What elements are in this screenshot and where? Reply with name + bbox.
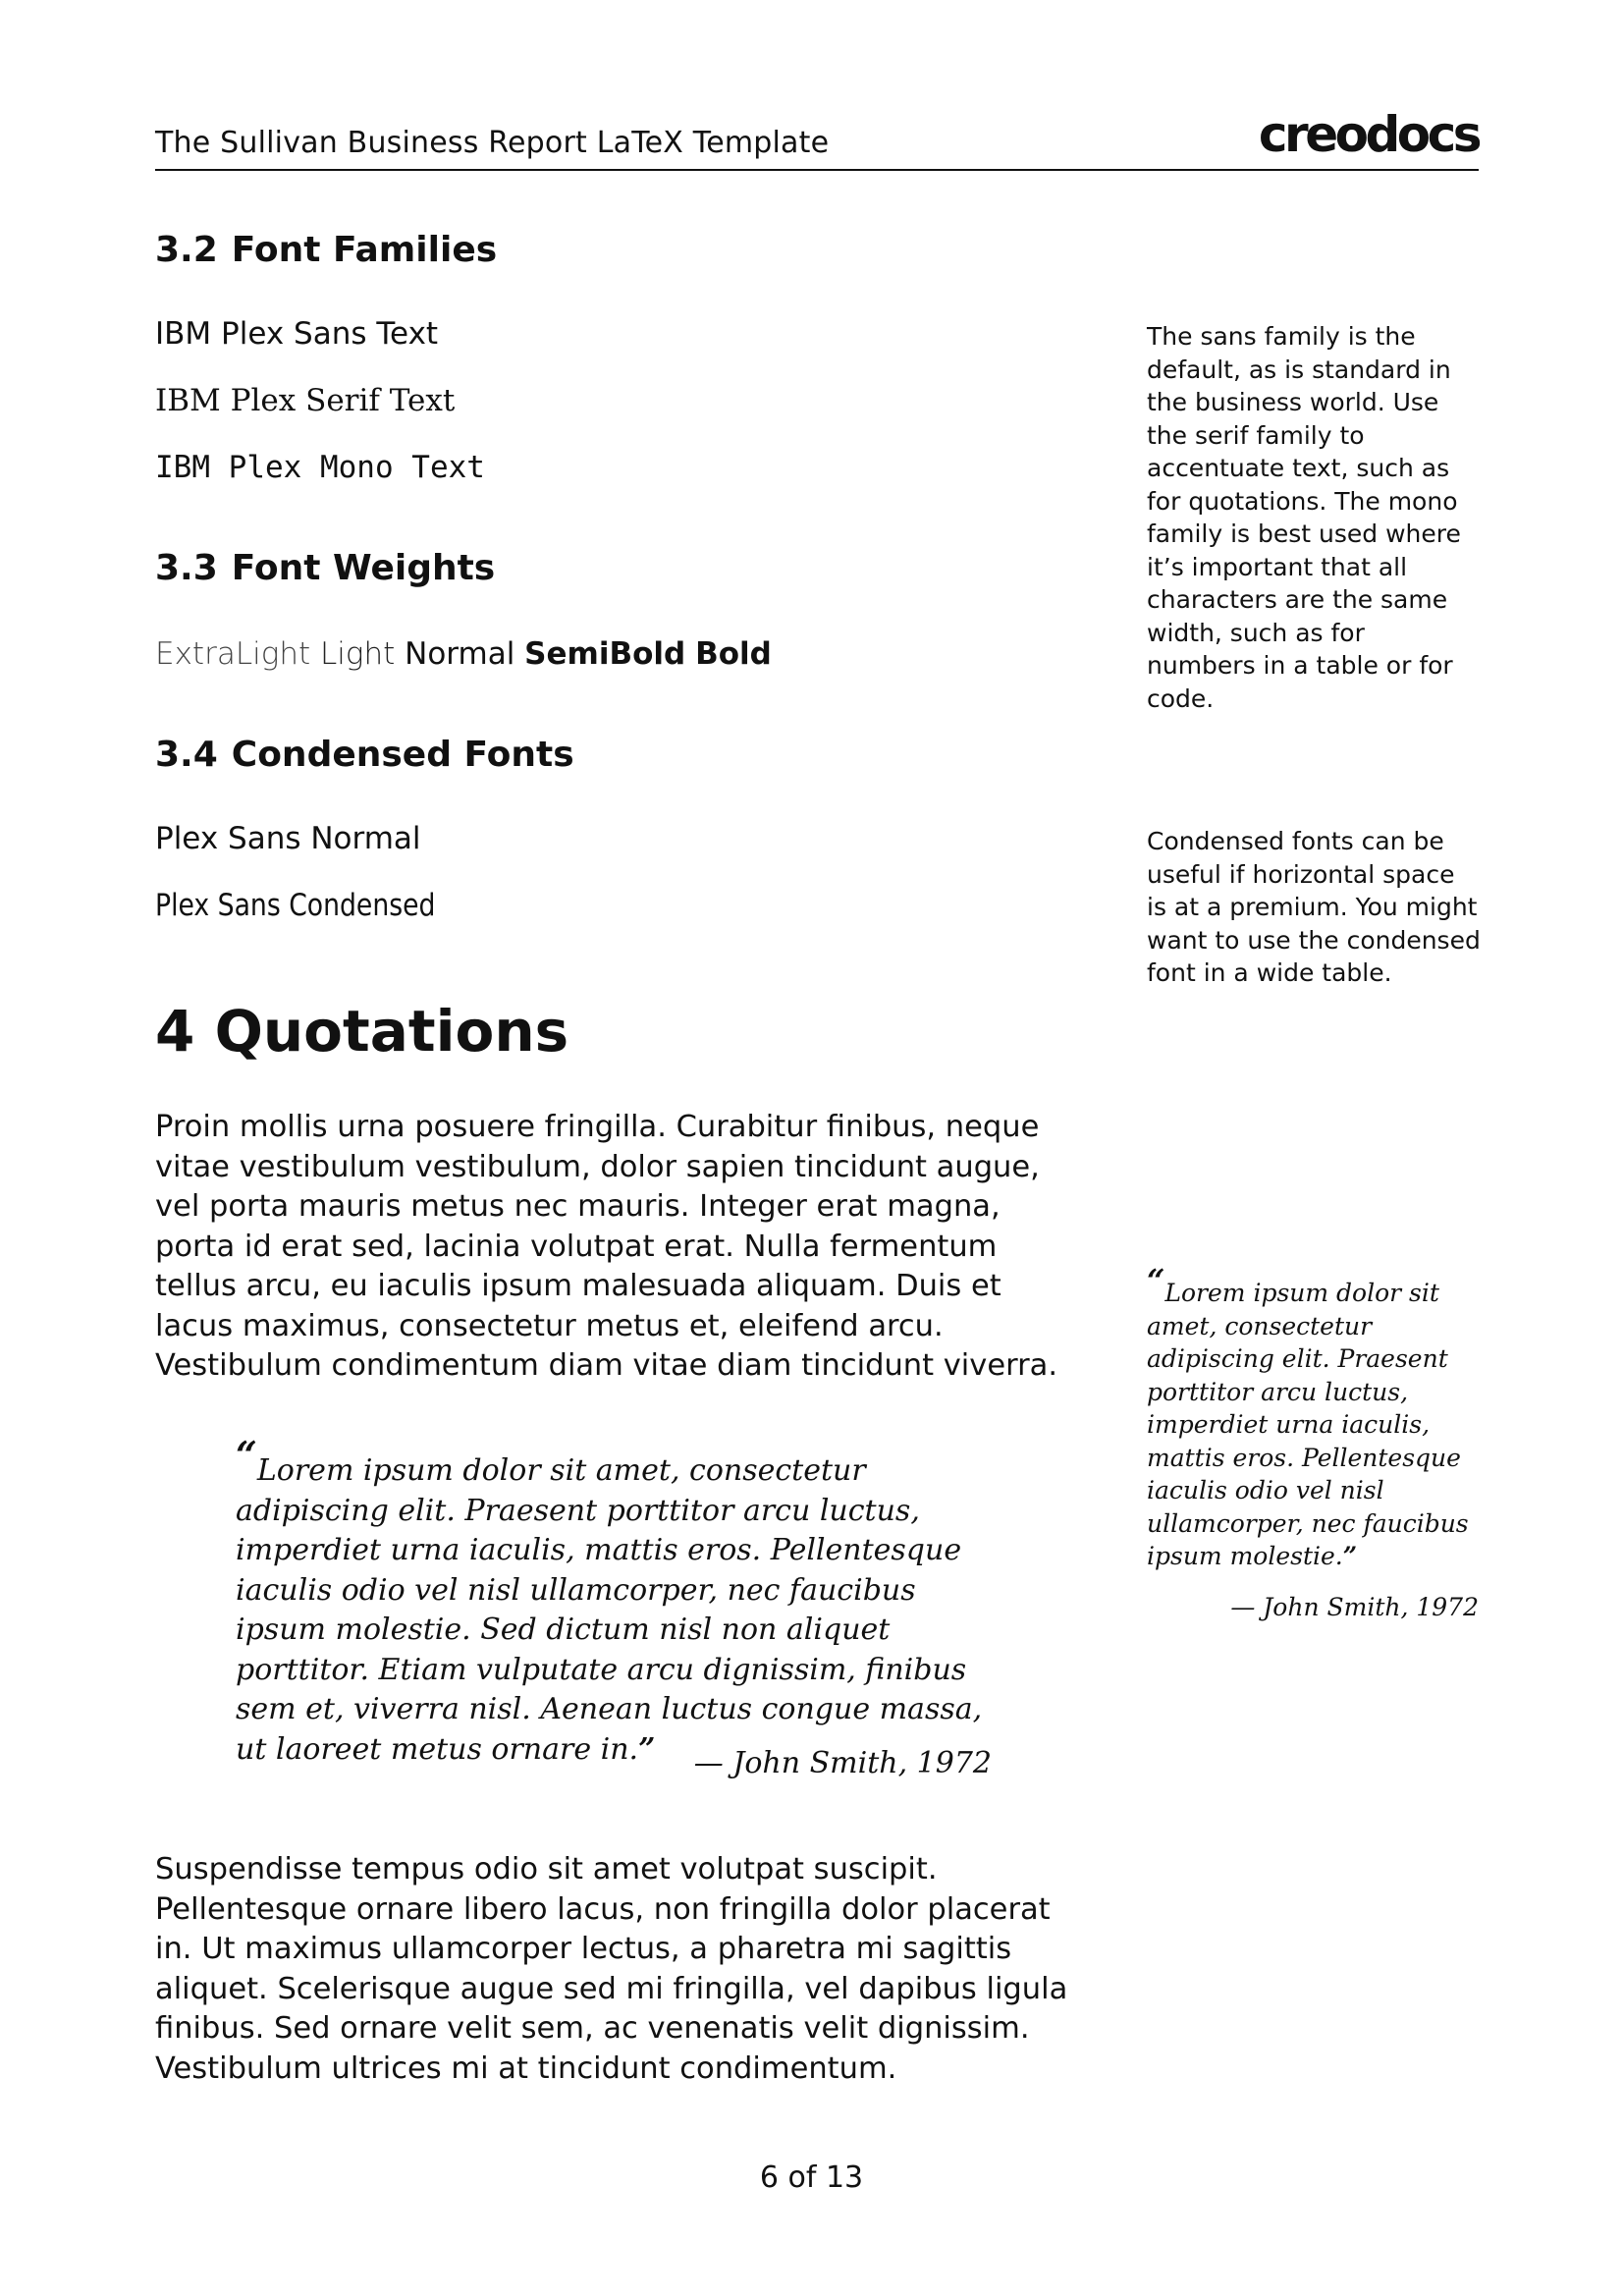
block-quote-text: Lorem ipsum dolor sit amet, consectetur adipiscing elit. Praesent porttitor arcu luctus, imperdiet urna iaculis, mattis eros. Pellentesque iaculis odio vel nisl ullamcorper, nec faucibus ipsum molestie. Sed dictum nisl non aliquet porttitor. Etiam vulputate arcu dignissim, finibus sem et, viverra nisl. Aenean luctus congue massa, ut laoreet metus ornare in. (236, 1453, 983, 1767)
section-number: 3.3 (155, 548, 218, 588)
font-sample-mono: IBM Plex Mono Text (155, 450, 485, 485)
block-quote-attribution: — John Smith, 1972 (693, 1746, 992, 1780)
weight-normal: Normal (405, 636, 515, 672)
open-quote-mark: “ (1147, 1262, 1165, 1299)
section-heading-font-families (155, 230, 497, 270)
section-title: Font Weights (231, 548, 496, 588)
header-rule (155, 169, 1479, 171)
weight-extralight: ExtraLight (155, 636, 311, 672)
font-weight-samples (155, 636, 772, 672)
section-heading-condensed-fonts (155, 735, 574, 775)
open-quote-mark: “ (236, 1433, 257, 1477)
margin-quote-attribution: — John Smith, 1972 (1230, 1593, 1479, 1621)
block-quote (236, 1433, 992, 1770)
chapter-title: Quotations (214, 998, 569, 1065)
page-number: 6 of 13 (759, 2160, 864, 2195)
font-sample-serif: IBM Plex Serif Text (155, 383, 456, 418)
weight-bold: Bold (695, 636, 772, 672)
close-quote-mark: ” (638, 1731, 656, 1767)
weight-semibold: SemiBold (524, 636, 686, 672)
margin-quote (1147, 1262, 1481, 1573)
section-title: Condensed Fonts (231, 735, 574, 775)
chapter-number: 4 (155, 998, 195, 1065)
body-paragraph-2: Suspendisse tempus odio sit amet volutpat suscipit. Pellentesque ornare libero lacus, non fringilla dolor placerat in. Ut maximus ullamcorper lectus, a pharetra mi sagittis aliquet. Scelerisque augue sed mi fringilla, vel dapibus ligula finibus. Sed ornare velit sem, ac venenatis velit dignissim. Vestibulum ultrices mi at tincidunt condimentum. (155, 1852, 1068, 2086)
section-heading-font-weights (155, 548, 495, 588)
font-sample-condensed: Plex Sans Condensed (155, 888, 436, 923)
creodocs-logo: creodocs (1258, 106, 1479, 163)
body-paragraph-1: Proin mollis urna posuere fringilla. Curabitur finibus, neque vitae vestibulum vestibulum, dolor sapien tincidunt augue, vel porta mauris metus nec mauris. Integer erat magna, porta id erat sed, lacinia volutpat erat. Nulla fermentum tellus arcu, eu iaculis ipsum malesuada aliquam. Duis et lacus maximus, consectetur metus et, eleifend arcu. Vestibulum condimentum diam vitae diam tincidunt viverra. (155, 1110, 1058, 1383)
close-quote-mark: ” (1342, 1542, 1358, 1570)
section-title: Font Families (231, 230, 498, 270)
section-number: 3.4 (155, 735, 218, 775)
margin-quote-text: Lorem ipsum dolor sit amet, consectetur adipiscing elit. Praesent porttitor arcu luctus, imperdiet urna iaculis, mattis eros. Pellentesque iaculis odio vel nisl ullamcorper, nec faucibus ipsum molestie. (1147, 1279, 1469, 1570)
weight-light: Light (319, 636, 396, 672)
running-header-title: The Sullivan Business Report LaTeX Template (155, 126, 830, 160)
font-sample-normal: Plex Sans Normal (155, 821, 421, 856)
margin-note-font-families: The sans family is the default, as is standard in the business world. Use the serif family to accentuate text, such as for quotations. The mono family is best used where it’s important that all characters are the same width, such as for numbers in a table or for code. (1147, 322, 1461, 713)
chapter-heading-quotations (155, 998, 568, 1065)
margin-note-condensed-fonts: Condensed fonts can be useful if horizontal space is at a premium. You might want to use the condensed font in a wide table. (1147, 827, 1481, 987)
section-number: 3.2 (155, 230, 218, 270)
font-sample-sans: IBM Plex Sans Text (155, 316, 439, 352)
